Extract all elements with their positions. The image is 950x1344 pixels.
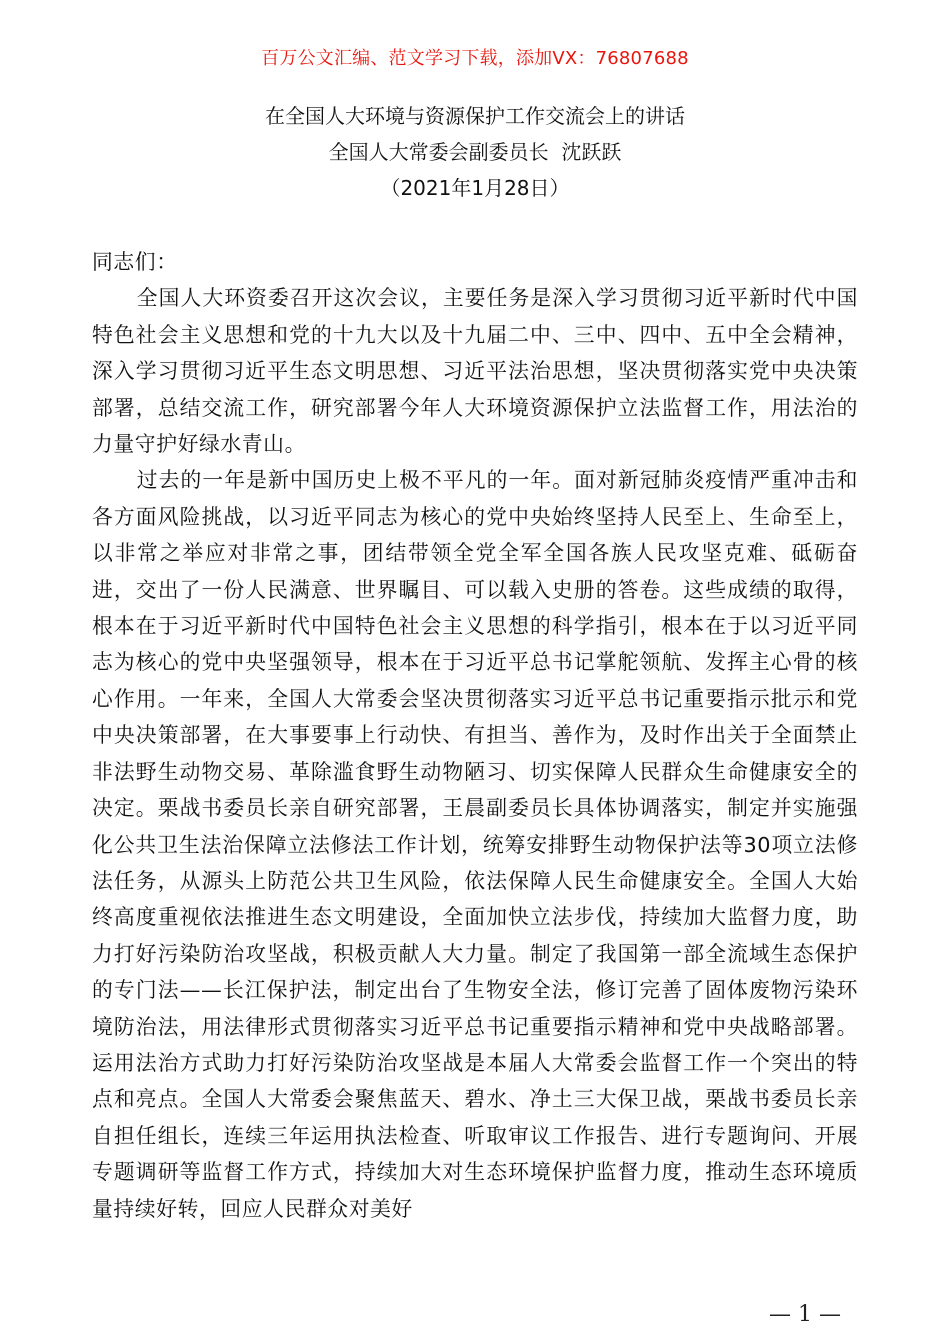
header-banner: 百万公文汇编、范文学习下载，添加VX：76807688: [261, 48, 689, 69]
salutation: 同志们：: [92, 250, 178, 274]
document-title: 在全国人大环境与资源保护工作交流会上的讲话: [265, 104, 685, 128]
paragraph: 全国人大环资委召开这次会议，主要任务是深入学习贯彻习近平新时代中国特色社会主义思想和党的十九大以及十九届二中、三中、四中、五中全会精神，深入学习贯彻习近平生态文明思想、习近平法治思想，坚决贯彻落实党中央决策部署，总结交流工作，研究部署今年人大环境资源保护立法监督工作，用法治的力量守护好绿水青山。: [92, 286, 858, 457]
document-body: [92, 244, 858, 1227]
speaker-line: 全国人大常委会副委员长 沈跃跃: [328, 140, 622, 164]
page-number: — 1 —: [769, 1302, 841, 1327]
document-title-block: [0, 98, 950, 206]
speech-date: （2021年1月28日）: [380, 176, 570, 200]
paragraph: 过去的一年是新中国历史上极不平凡的一年。面对新冠肺炎疫情严重冲击和各方面风险挑战，以习近平同志为核心的党中央始终坚持人民至上、生命至上，以非常之举应对非常之事，团结带领全党全军全国各族人民攻坚克难、砥砺奋进，交出了一份人民满意、世界瞩目、可以载入史册的答卷。这些成绩的取得，根本在于习近平新时代中国特色社会主义思想的科学指引，根本在于以习近平同志为核心的党中央坚强领导，根本在于习近平总书记掌舵领航、发挥主心骨的核心作用。一年来，全国人大常委会坚决贯彻落实习近平总书记重要指示批示和党中央决策部署，在大事要事上行动快、有担当、善作为，及时作出关于全面禁止非法野生动物交易、革除滥食野生动物陋习、切实保障人民群众生命健康安全的决定。栗战书委员长亲自研究部署，王晨副委员长具体协调落实，制定并实施强化公共卫生法治保障立法修法工作计划，统筹安排野生动物保护法等30项立法修法任务，从源头上防范公共卫生风险，依法保障人民生命健康安全。全国人大始终高度重视依法推进生态文明建设，全面加快立法步伐，持续加大监督力度，助力打好污染防治攻坚战，积极贡献人大力量。制定了我国第一部全流域生态保护的专门法——长江保护法，制定出台了生物安全法，修订完善了固体废物污染环境防治法，用法律形式贯彻落实习近平总书记重要指示精神和党中央战略部署。运用法治方式助力打好污染防治攻坚战是本届人大常委会监督工作一个突出的特点和亮点。全国人大常委会聚焦蓝天、碧水、净土三大保卫战，栗战书委员长亲自担任组长，连续三年运用执法检查、听取审议工作报告、进行专题询问、开展专题调研等监督工作方式，持续加大对生态环境保护监督力度，推动生态环境质量持续好转，回应人民群众对美好: [92, 468, 858, 1221]
